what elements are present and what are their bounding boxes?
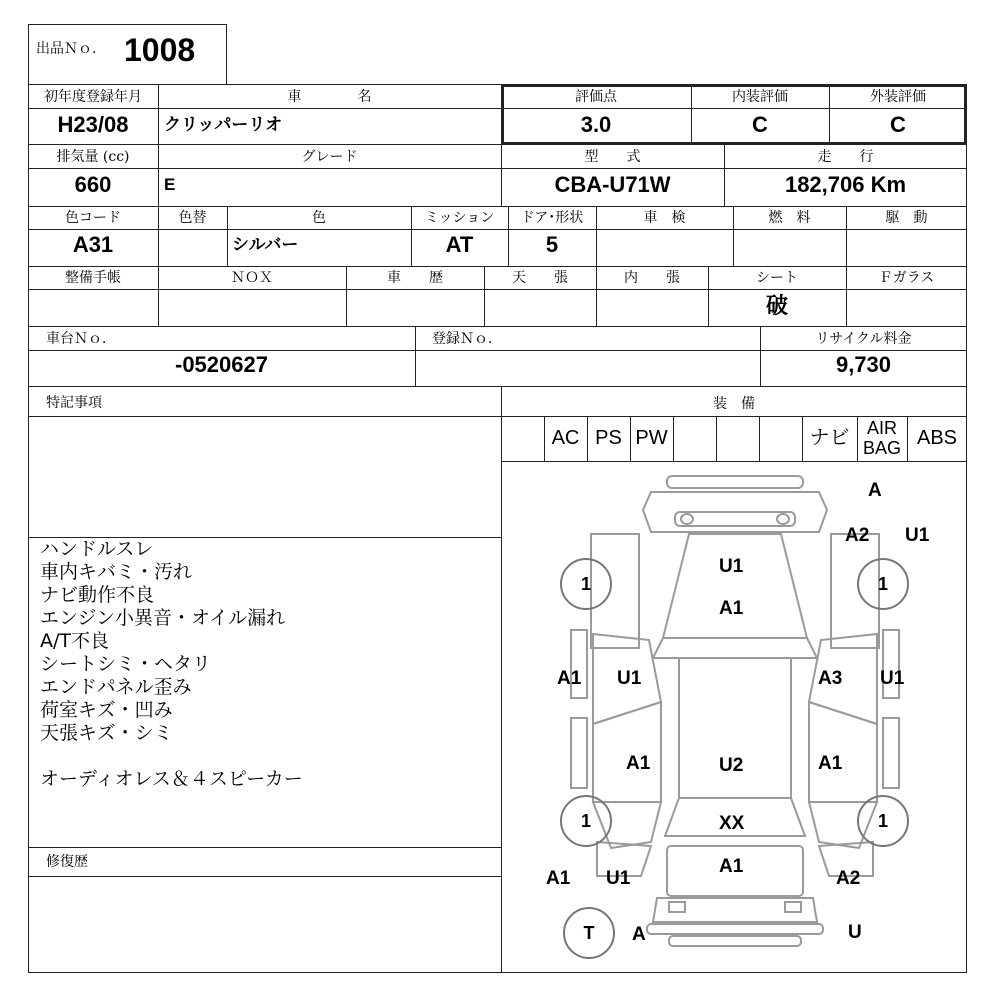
lot-number-label: 出品Ｎｏ． — [36, 41, 106, 57]
mileage-label: 走 行 — [817, 149, 874, 165]
repair-line — [28, 876, 501, 877]
notes-list — [40, 538, 303, 791]
notes-label: 特記事項 — [46, 395, 102, 411]
damage-mark: A1 — [719, 598, 744, 619]
exterior-label: 外装評価 — [870, 89, 926, 105]
equipment-airbag: AIR BAG — [862, 418, 901, 458]
score-label: 評価点 — [575, 89, 617, 105]
car-diagram — [501, 462, 967, 972]
interior-value: C — [752, 112, 768, 137]
note-line: 荷室キズ・凹み — [40, 699, 173, 721]
damage-mark: A — [632, 924, 646, 945]
row2-divider — [28, 168, 967, 169]
inspection-label: 車 検 — [643, 210, 686, 226]
row3-divider — [28, 229, 967, 230]
equipment-ac: AC — [551, 427, 580, 449]
note-line: エンジン小異音・オイル漏れ — [40, 607, 286, 629]
seat-value: 破 — [765, 293, 788, 318]
door-value: 5 — [545, 232, 559, 257]
note-line: エンドパネル歪み — [40, 676, 192, 698]
note-line — [40, 745, 303, 768]
car-name-label: 車 名 — [287, 89, 372, 105]
color-value: シルバー — [232, 235, 299, 254]
nox-label: ＮＯＸ — [231, 270, 273, 286]
damage-mark: A1 — [626, 753, 651, 774]
spare-tire: T — [563, 907, 615, 959]
glass-label: Ｆガラス — [878, 270, 935, 286]
tire-front-right: 1 — [857, 558, 909, 610]
color-code-label: 色コード — [65, 210, 121, 226]
reg-no-label: 登録Ｎｏ． — [432, 331, 502, 347]
roof-label: 天 張 — [512, 270, 568, 286]
row5-divider — [28, 350, 967, 351]
interior-label: 内装評価 — [732, 89, 788, 105]
reg-date-label: 初年度登録年月 — [44, 89, 142, 105]
reg-date-value: H23/08 — [57, 112, 129, 137]
model-label: 型 式 — [584, 149, 641, 165]
record-label: 整備手帳 — [65, 270, 121, 286]
damage-mark: A1 — [719, 856, 744, 877]
row4-divider — [28, 289, 967, 290]
damage-mark: U2 — [719, 755, 744, 776]
note-line: A/T不良 — [40, 630, 110, 652]
damage-mark: A1 — [818, 753, 843, 774]
damage-mark: U1 — [719, 556, 744, 577]
repair-label: 修復歴 — [46, 854, 88, 870]
row5-sep — [415, 326, 416, 386]
equipment-pw: PW — [635, 427, 668, 449]
equipment-ps: PS — [595, 427, 622, 449]
tire-rear-left: 1 — [560, 795, 612, 847]
recycle-value: 9,730 — [835, 352, 892, 377]
equipment-sep — [759, 416, 760, 461]
damage-mark: A1 — [546, 868, 571, 889]
color-label: 色 — [312, 210, 326, 226]
chassis-label: 車台Ｎｏ． — [46, 331, 116, 347]
chassis-value: -0520627 — [175, 352, 268, 377]
grade-value: E — [164, 175, 176, 194]
row4-bottom — [28, 326, 967, 327]
displacement-value: 660 — [74, 172, 112, 197]
displacement-label: 排気量 (cc) — [56, 149, 130, 165]
car-name-value: クリッパーリオ — [164, 115, 283, 134]
mission-value: AT — [445, 232, 474, 257]
repair-top-line — [28, 847, 501, 848]
repaint-label: 色替 — [178, 210, 207, 226]
history-label: 車 歴 — [387, 270, 443, 286]
damage-mark: A3 — [818, 668, 843, 689]
note-line: 天張キズ・シミ — [40, 722, 173, 744]
damage-mark: U1 — [880, 668, 905, 689]
note-line: 車内キバミ・汚れ — [40, 561, 193, 583]
note-line: オーディオレス＆４スピーカー — [40, 768, 303, 790]
mileage-value: 182,706 Km — [784, 172, 907, 197]
equipment-sep — [673, 416, 674, 461]
notes-header-line — [28, 416, 967, 417]
mission-label: ミッション — [424, 210, 495, 226]
interior-trim-label: 内 張 — [624, 270, 680, 286]
color-code-value: A31 — [72, 232, 114, 257]
damage-mark: A — [868, 480, 882, 501]
damage-mark: U1 — [905, 525, 930, 546]
equipment-sep — [857, 416, 858, 461]
damage-mark: U1 — [617, 668, 642, 689]
model-value: CBA-U71W — [554, 172, 671, 197]
lot-number: 1008 — [124, 32, 196, 68]
fuel-label: 燃 料 — [768, 210, 811, 226]
seat-label: シート — [756, 270, 798, 286]
drive-label: 駆 動 — [885, 210, 928, 226]
equipment-abs: ABS — [916, 427, 958, 449]
note-line: ハンドルスレ — [40, 538, 154, 560]
equipment-navi: ナビ — [809, 427, 850, 449]
damage-mark: U1 — [606, 868, 631, 889]
equipment-sep — [716, 416, 717, 461]
damage-mark: XX — [719, 813, 745, 834]
tire-front-left: 1 — [560, 558, 612, 610]
grade-label: グレード — [301, 149, 358, 165]
row3-bottom — [28, 266, 967, 267]
door-label: ドア･形状 — [520, 210, 584, 226]
note-line: シートシミ・ヘタリ — [40, 653, 212, 675]
damage-mark: A2 — [845, 525, 870, 546]
row5-bottom — [28, 386, 967, 387]
recycle-label: リサイクル料金 — [815, 331, 912, 347]
note-line: ナビ動作不良 — [40, 584, 155, 606]
damage-mark: U — [848, 922, 862, 943]
damage-mark: A2 — [836, 868, 861, 889]
score-value: 3.0 — [580, 112, 612, 137]
row2-bottom — [28, 206, 967, 207]
tire-rear-right: 1 — [857, 795, 909, 847]
exterior-value: C — [890, 112, 906, 137]
damage-mark: A1 — [557, 668, 582, 689]
equipment-label: 装 備 — [713, 396, 755, 412]
